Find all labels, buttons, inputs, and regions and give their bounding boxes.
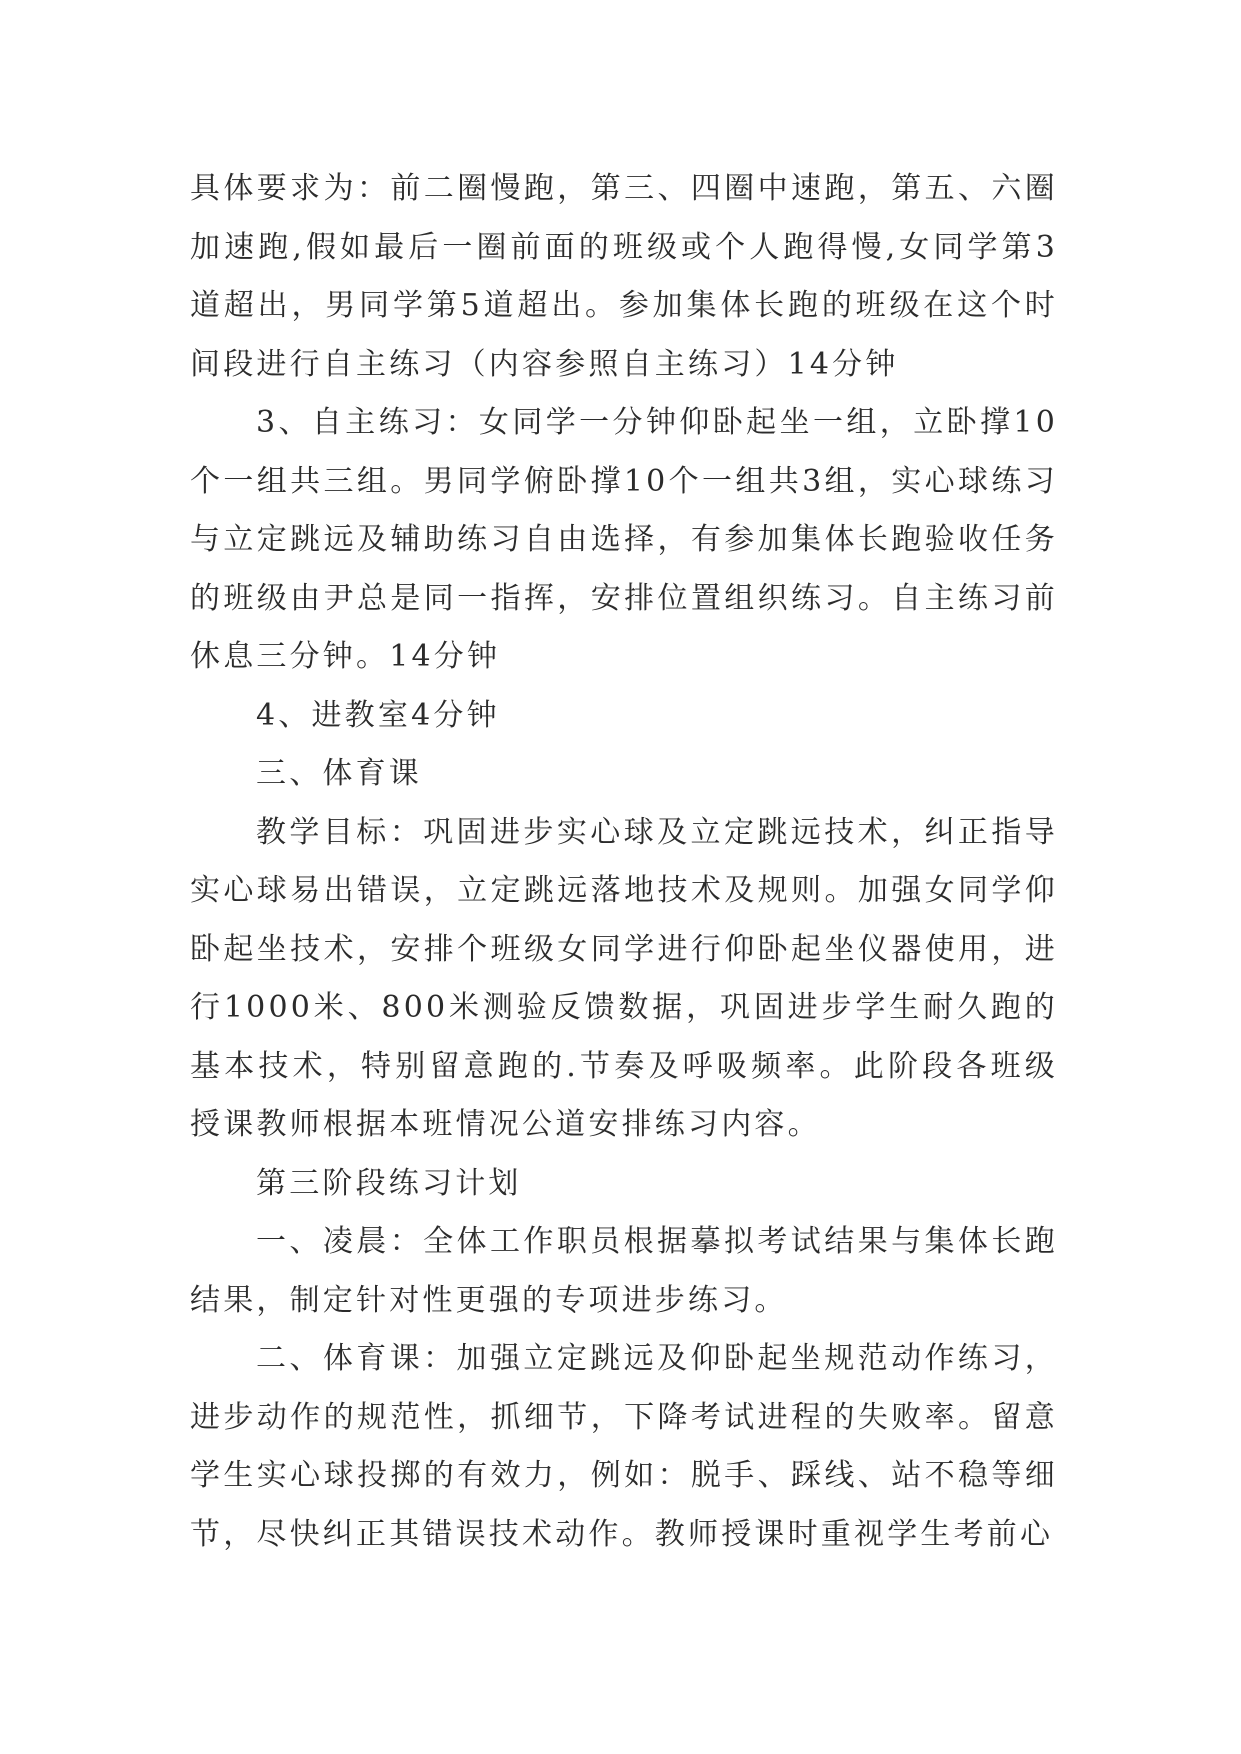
section-heading-pe-class: 三、体育课 [256,756,422,791]
paragraph-enter-classroom: 4、进教室4分钟 [256,697,500,733]
paragraph-self-practice: 3、自主练习：女同学一分钟仰卧起坐一组，立卧撑10个一组共三组。男同学俯卧撑10个一组共3组，实心球练习与立定跳远及辅助练习自由选择，有参加集体长跑验收任务的班级由尹总是同一指挥，安排位置组织练习。自主练习前休息三分钟。14分钟 [190,405,1058,674]
paragraph-pe-class-stage-three: 二、体育课：加强立定跳远及仰卧起坐规范动作练习，进步动作的规范性，抓细节，下降考试进程的失败率。留意学生实心球投掷的有效力，例如：脱手、踩线、站不稳等细节，尽快纠正其错误技术动作。教师授课时重视学生考前心 [190,1341,1058,1552]
section-heading-stage-three: 第三阶段练习计划 [256,1165,522,1201]
paragraph-running-requirements: 具体要求为：前二圈慢跑，第三、四圈中速跑，第五、六圈加速跑,假如最后一圈前面的班级或个人跑得慢,女同学第3道超出，男同学第5道超出。参加集体长跑的班级在这个时间段进行自主练习（内容参照自主练习）14分钟 [190,171,1058,382]
body-text [190,160,1058,1564]
paragraph-early-morning: 一、凌晨：全体工作职员根据摹拟考试结果与集体长跑结果，制定针对性更强的专项进步练习。 [190,1224,1058,1318]
paragraph-teaching-goals: 教学目标：巩固进步实心球及立定跳远技术，纠正指导实心球易出错误，立定跳远落地技术及规则。加强女同学仰卧起坐技术，安排个班级女同学进行仰卧起坐仪器使用，进行1000米、800米测验反馈数据，巩固进步学生耐久跑的基本技术，特别留意跑的.节奏及呼吸频率。此阶段各班级授课教师根据本班情况公道安排练习内容。 [190,814,1058,1142]
